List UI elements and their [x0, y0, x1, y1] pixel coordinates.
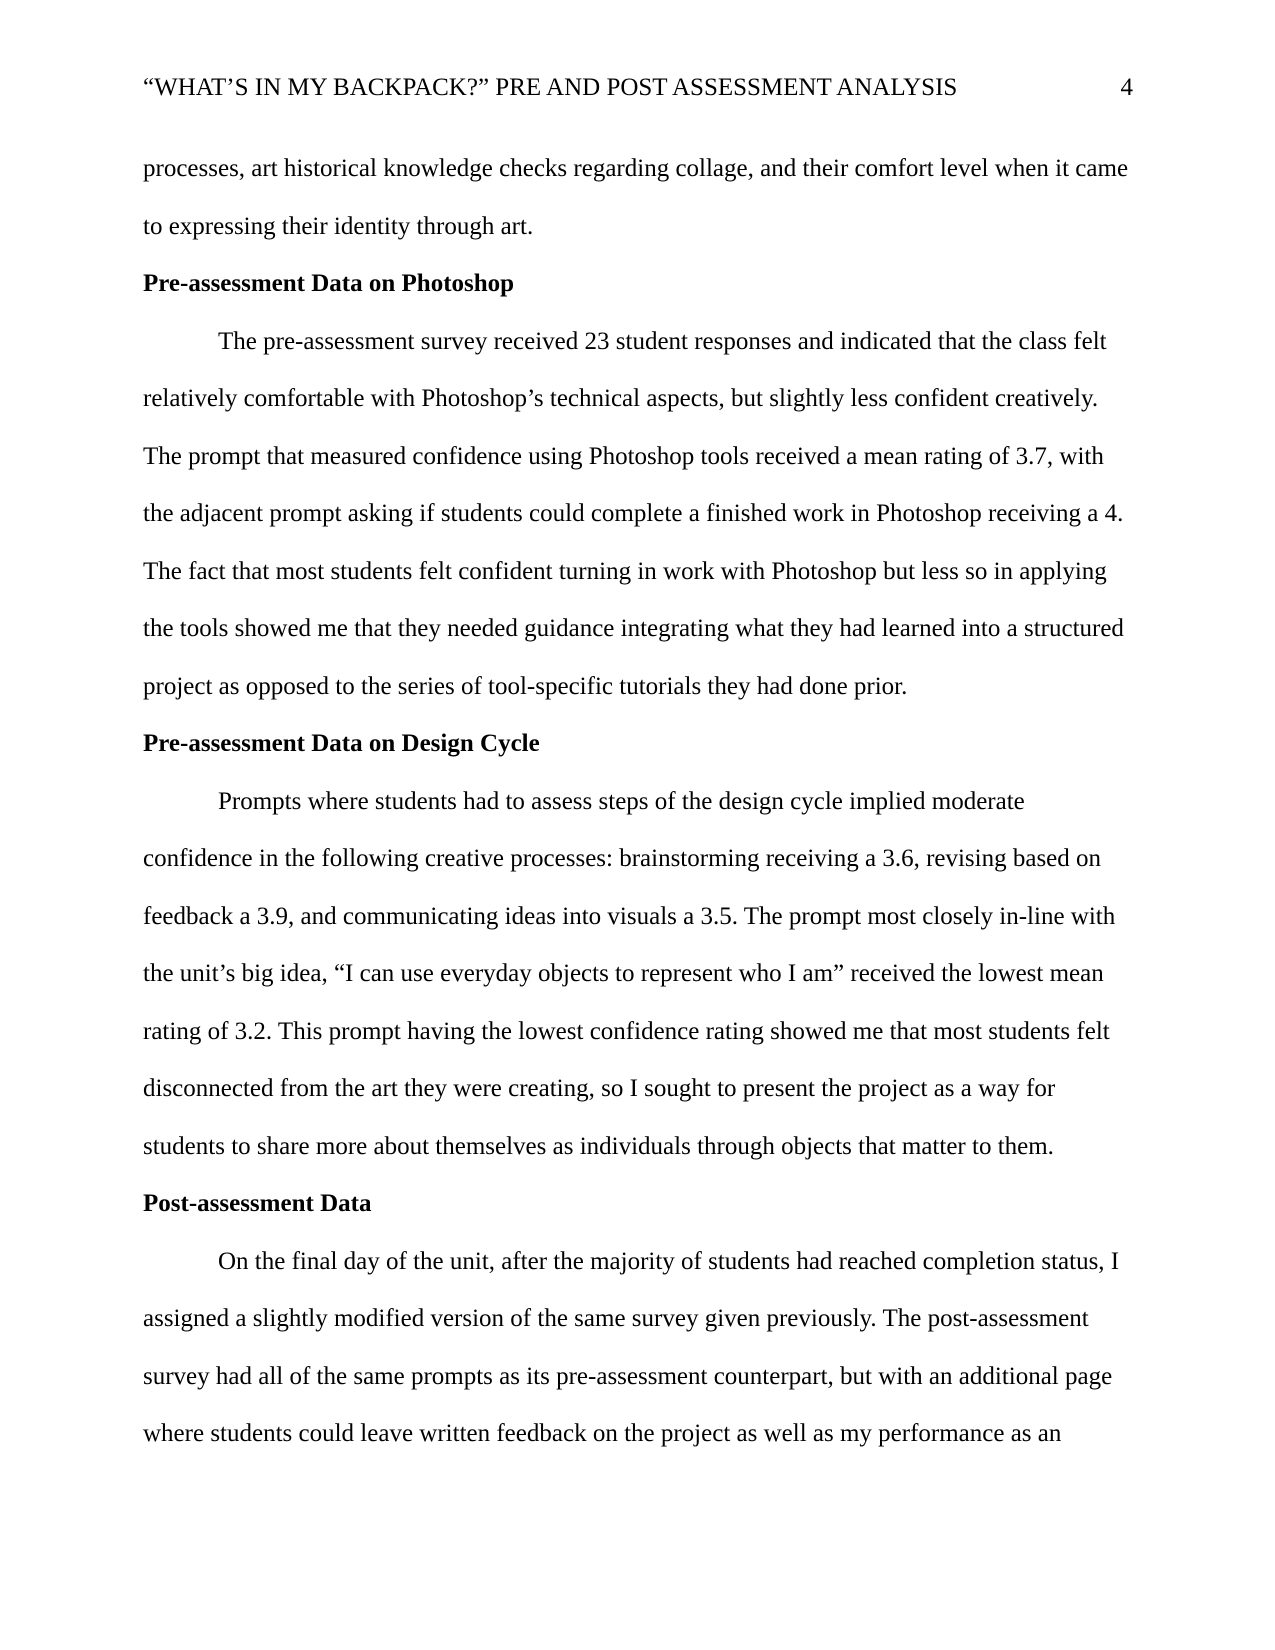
section-heading: Post-assessment Data [143, 1190, 372, 1217]
section-heading: Pre-assessment Data on Design Cycle [143, 730, 540, 757]
page-number: 4 [1120, 74, 1133, 101]
paragraph: The pre-assessment survey received 23 student responses and indicated that the class felt relatively comfortable with Photoshop’s technical aspects, but slightly less confident creatively. The prompt that measured confidence using Photoshop tools received a mean rating of 3.7, with the adjacent prompt asking if students could complete a finished work in Photoshop receiving a 4. The fact that most students felt confident turning in work with Photoshop but less so in applying the tools showed me that they needed guidance integrating what they had learned into a structured project as opposed to the series of tool-specific tutorials they had done prior. [143, 327, 1124, 700]
document-body [143, 140, 1135, 1463]
section-heading: Pre-assessment Data on Photoshop [143, 270, 515, 297]
paragraph: On the final day of the unit, after the majority of students had reached completion status, I assigned a slightly modified version of the same survey given previously. The post-assessment survey had all of the same prompts as its pre-assessment counterpart, but with an additional page where students could leave written feedback on the project as well as my performance as an [143, 1247, 1120, 1447]
running-head-title: “WHAT’S IN MY BACKPACK?” PRE AND POST ASSESSMENT ANALYSIS [143, 74, 958, 101]
running-header [143, 74, 1133, 103]
paragraph-continuation: processes, art historical knowledge checks regarding collage, and their comfort level when it came to expressing their identity through art. [143, 155, 1129, 240]
paragraph: Prompts where students had to assess steps of the design cycle implied moderate confidence in the following creative processes: brainstorming receiving a 3.6, revising based on feedback a 3.9, and communicating ideas into visuals a 3.5. The prompt most closely in-line with the unit’s big idea, “I can use everyday objects to represent who I am” received the lowest mean rating of 3.2. This prompt having the lowest confidence rating showed me that most students felt disconnected from the art they were creating, so I sought to present the project as a way for students to share more about themselves as individuals through objects that matter to them. [143, 787, 1116, 1160]
